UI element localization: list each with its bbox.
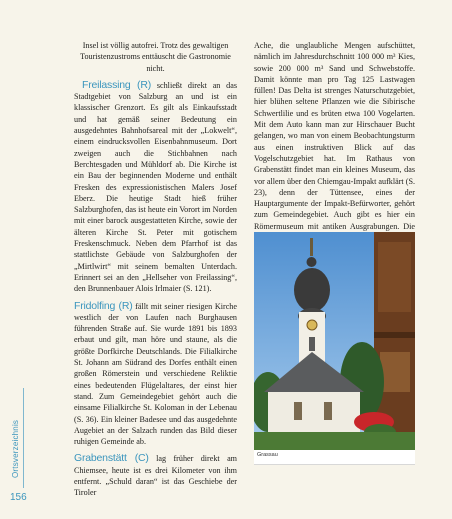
freilassing-paragraph [74,80,237,295]
fridolfing-text: fällt mit seiner riesigen Kirche westlich der von Laufen nach Burghausen führenden Straße auf. Sie wurde 1891 bis 1893 erbaut und gilt, man höre und staune, als die größte Dorfkirche Deutschlands. Die Filialkirche St. Johann am Südrand des Dorfes enthält einen großen Römerstein und verschiedene Reliktie eines bedeutenden Flügelaltares, der einst hier stand. Zum Gemeindegebiet gehört auch die einsame Filialkirche St. Koloman in der Lebenau (S. 36). Ein kleiner Badesee und das ausgedehnte Augebiet an der Salzach runden das Bild dieser ruhigen Gemeinde ab. [74,301,237,447]
right-paragraph: Ache, die unglaubliche Mengen aufschüttet, nämlich im Jahresdurchschnitt 100 000 m³ Kies, sowie 200 000 m³ Sand und Schwebstoffe. Damit könnte man pro Tag 125 Lastwagen füllen! Das Delta ist strenges Naturschutzgebiet, hier blühen seltene Pflanzen wie die Sibirische Schwertlilie und es brüten etwa 100 Vogelarten. Mit dem Auto kann man zur Hirschauer Bucht gelangen, wo man von einem Beobachtungsturm aus einen instruktiven Blick auf das Vogelschutzgebiet hat. Im Rathaus von Grabenstätt findet man ein kleines Museum, das vor allem über den Chiemgau-Impakt aufklärt (S. 23), denn der Tüttensee, eines der Hauptargumente der Impakt-Befürworter, gehört zum Gemeindegebiet. Auch gibt es hier ein Römermuseum mit antiken Ausgrabungen. Die [254,41,415,231]
sidebar-rule [23,388,24,488]
grabenstaett-paragraph [74,453,237,498]
fridolfing-heading: Fridolfing (R) [74,299,133,312]
page-number: 156 [10,492,27,503]
grabenstaett-text: lag früher direkt am Chiemsee, heute ist es drei Kilometer von ihm entfernt. „Schuld daran“ ist das Geschiebe der Tiroler [74,454,237,498]
freilassing-heading: Freilassing (R) [82,78,152,91]
grabenstaett-heading: Grabenstätt (C) [74,452,149,465]
freilassing-text: schließt direkt an das Stadtgebiet von Salzburg an und ist ein klassischer Grenzort. Es gilt als Einkaufsstadt und hat gemäß seiner Bedeutung ein ausgedehntes Bahnhofsareal mit der „Lokwelt“, einem eindrucksvollen Eisenbahnmuseum. Dort zweigen auch die Stichbahnen nach Berchtesgaden und Mühldorf ab. Die Kirche ist ein Bau der beginnenden Moderne und enthält Fresken des expressionistischen Malers Josef Eberz. Die heutige Stadt hieß früher Salzburghofen, das ist heute ein Vorort im Norden mit einer barock ausgestatteten Kirche, sowie der älteren Kirche St. Peter mit gotischem Freskenschmuck. Neben dem Pfarrhof ist das stattlichste Gebäude von Salzburghofen der „Mirtlwirt“ mit seinem bemalten Unterdach. Erinnert sei an den „Hellseher von Freilassing“, den Brunnenbauer Alois Irlmaier (S. 121). [74,80,237,294]
church-photo [254,232,415,450]
section-label: Ortsverzeichnis [11,419,20,478]
photo-caption-box [254,450,415,465]
left-column [74,40,237,499]
right-column [254,40,415,243]
intro-paragraph: Insel ist völlig autofrei. Trotz des gewaltigen Touristenzustroms enttäuscht die Gastronomie nicht. [80,41,231,73]
photo-caption: Grassau [257,452,278,458]
church-illustration [254,232,415,450]
fridolfing-paragraph [74,301,237,448]
